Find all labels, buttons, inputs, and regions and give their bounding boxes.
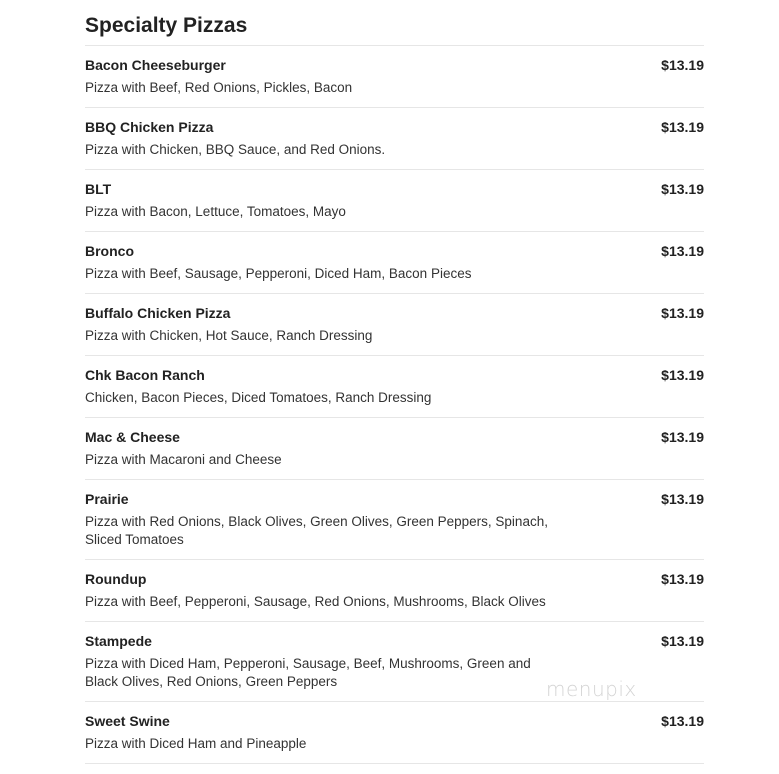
item-price: $13.19 — [661, 119, 704, 135]
item-price: $13.19 — [661, 181, 704, 197]
section-title: Specialty Pizzas — [85, 12, 704, 46]
menu-item — [85, 356, 704, 418]
item-price: $13.19 — [661, 713, 704, 729]
item-name: Prairie — [85, 491, 129, 507]
menu-section — [85, 12, 704, 764]
item-description: Pizza with Chicken, Hot Sauce, Ranch Dressing — [85, 328, 373, 343]
menu-item — [85, 108, 704, 170]
item-name: Sweet Swine — [85, 713, 170, 729]
item-description: Pizza with Diced Ham, Pepperoni, Sausage, Beef, Mushrooms, Green and Black Olives, Red Onions, Green Peppers — [85, 656, 531, 689]
item-name: Buffalo Chicken Pizza — [85, 305, 231, 321]
item-price: $13.19 — [661, 367, 704, 383]
item-price: $13.19 — [661, 491, 704, 507]
item-name: Stampede — [85, 633, 152, 649]
item-description: Pizza with Beef, Sausage, Pepperoni, Diced Ham, Bacon Pieces — [85, 266, 472, 281]
item-description: Pizza with Bacon, Lettuce, Tomatoes, Mayo — [85, 204, 346, 219]
item-name: Roundup — [85, 571, 147, 587]
menupix-watermark: menupix — [546, 677, 637, 701]
item-price: $13.19 — [661, 243, 704, 259]
menu-item — [85, 232, 704, 294]
menu-item — [85, 560, 704, 622]
item-price: $13.19 — [661, 571, 704, 587]
item-name: Bronco — [85, 243, 134, 259]
item-description: Pizza with Diced Ham and Pineapple — [85, 736, 307, 751]
item-name: Mac & Cheese — [85, 429, 180, 445]
item-price: $13.19 — [661, 633, 704, 649]
item-price: $13.19 — [661, 57, 704, 73]
item-description: Pizza with Beef, Pepperoni, Sausage, Red Onions, Mushrooms, Black Olives — [85, 594, 546, 609]
item-description: Pizza with Macaroni and Cheese — [85, 452, 282, 467]
menu-item — [85, 418, 704, 480]
item-price: $13.19 — [661, 429, 704, 445]
menu-item — [85, 702, 704, 764]
menu-item — [85, 294, 704, 356]
item-name: Chk Bacon Ranch — [85, 367, 205, 383]
item-name: BLT — [85, 181, 112, 197]
menu-item — [85, 480, 704, 560]
item-description: Chicken, Bacon Pieces, Diced Tomatoes, Ranch Dressing — [85, 390, 432, 405]
item-description: Pizza with Chicken, BBQ Sauce, and Red Onions. — [85, 142, 386, 157]
item-description: Pizza with Red Onions, Black Olives, Green Olives, Green Peppers, Spinach, Sliced Tomatoes — [85, 514, 548, 547]
item-price: $13.19 — [661, 305, 704, 321]
menu-item — [85, 46, 704, 108]
item-description: Pizza with Beef, Red Onions, Pickles, Bacon — [85, 80, 353, 95]
item-name: BBQ Chicken Pizza — [85, 119, 214, 135]
item-name: Bacon Cheeseburger — [85, 57, 226, 73]
menu-item — [85, 170, 704, 232]
